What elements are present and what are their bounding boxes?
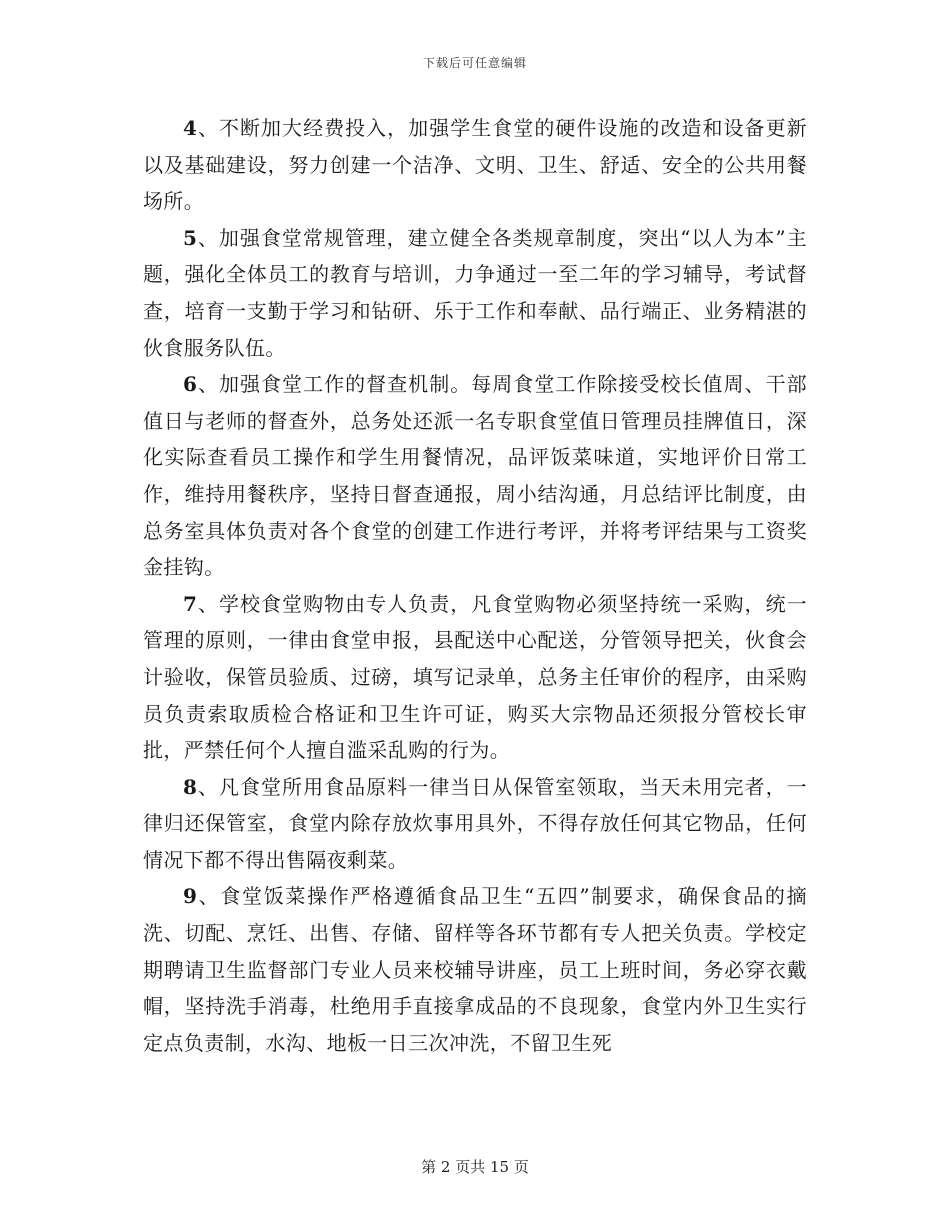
paragraph-number: 5 xyxy=(183,225,198,250)
paragraph-text: 、加强食堂常规管理，建立健全各类规章制度，突出“以人为本”主题，强化全体员工的教育与培训，力争通过一至二年的学习辅导，考试督查，培育一支勤于学习和钻研、乐于工作和奉献、品行端正、业务精湛的伙食服务队伍。 xyxy=(143,225,807,360)
paragraph-number: 6 xyxy=(183,372,198,397)
paragraph-7 xyxy=(143,586,807,769)
paragraph-text: 、学校食堂购物由专人负责，凡食堂购物必须坚持统一采购，统一管理的原则，一律由食堂申报，县配送中心配送，分管领导把关，伙食会计验收，保管员验质、过磅，填写记录单，总务主任审价的程序，由采购员负责索取质检合格证和卫生许可证，购买大宗物品还须报分管校长审批，严禁任何个人擅自滥采乱购的行为。 xyxy=(143,591,807,763)
paragraph-text: 、食堂饭菜操作严格遵循食品卫生“五四”制要求，确保食品的摘洗、切配、烹饪、出售、存储、留样等各环节都有专人把关负责。学校定期聘请卫生监督部门专业人员来校辅导讲座，员工上班时间，务必穿衣戴帽，坚持洗手消毒，杜绝用手直接拿成品的不良现象，食堂内外卫生实行定点负责制，水沟、地板一日三次冲洗，不留卫生死 xyxy=(143,884,807,1055)
paragraph-number: 4 xyxy=(183,116,198,140)
paragraph-number: 9 xyxy=(183,884,198,909)
paragraph-4 xyxy=(143,110,807,220)
paragraph-number: 8 xyxy=(183,774,198,799)
paragraph-5 xyxy=(143,220,807,366)
paragraph-8 xyxy=(143,769,807,879)
paragraph-text: 、凡食堂所用食品原料一律当日从保管室领取，当天未用完者，一律归还保管室，食堂内除存放炊事用具外，不得存放任何其它物品，任何情况下都不得出售隔夜剩菜。 xyxy=(143,774,807,872)
paragraph-6 xyxy=(143,366,807,586)
page-header: 下载后可任意编辑 xyxy=(422,56,527,70)
paragraph-number: 7 xyxy=(183,591,198,616)
document-body xyxy=(143,110,807,1061)
paragraph-text: 、不断加大经费投入，加强学生食堂的硬件设施的改造和设备更新以及基础建设，努力创建一个洁净、文明、卫生、舒适、安全的公共用餐场所。 xyxy=(143,116,807,214)
paragraph-text: 、加强食堂工作的督查机制。每周食堂工作除接受校长值周、干部值日与老师的督查外，总务处还派一名专职食堂值日管理员挂牌值日，深化实际查看员工操作和学生用餐情况，品评饭菜味道，实地评价日常工作，维持用餐秩序，坚持日督查通报，周小结沟通，月总结评比制度，由总务室具体负责对各个食堂的创建工作进行考评，并将考评结果与工资奖金挂钩。 xyxy=(143,372,807,580)
page-number: 第 2 页共 15 页 xyxy=(421,1158,529,1176)
paragraph-9 xyxy=(143,878,807,1061)
